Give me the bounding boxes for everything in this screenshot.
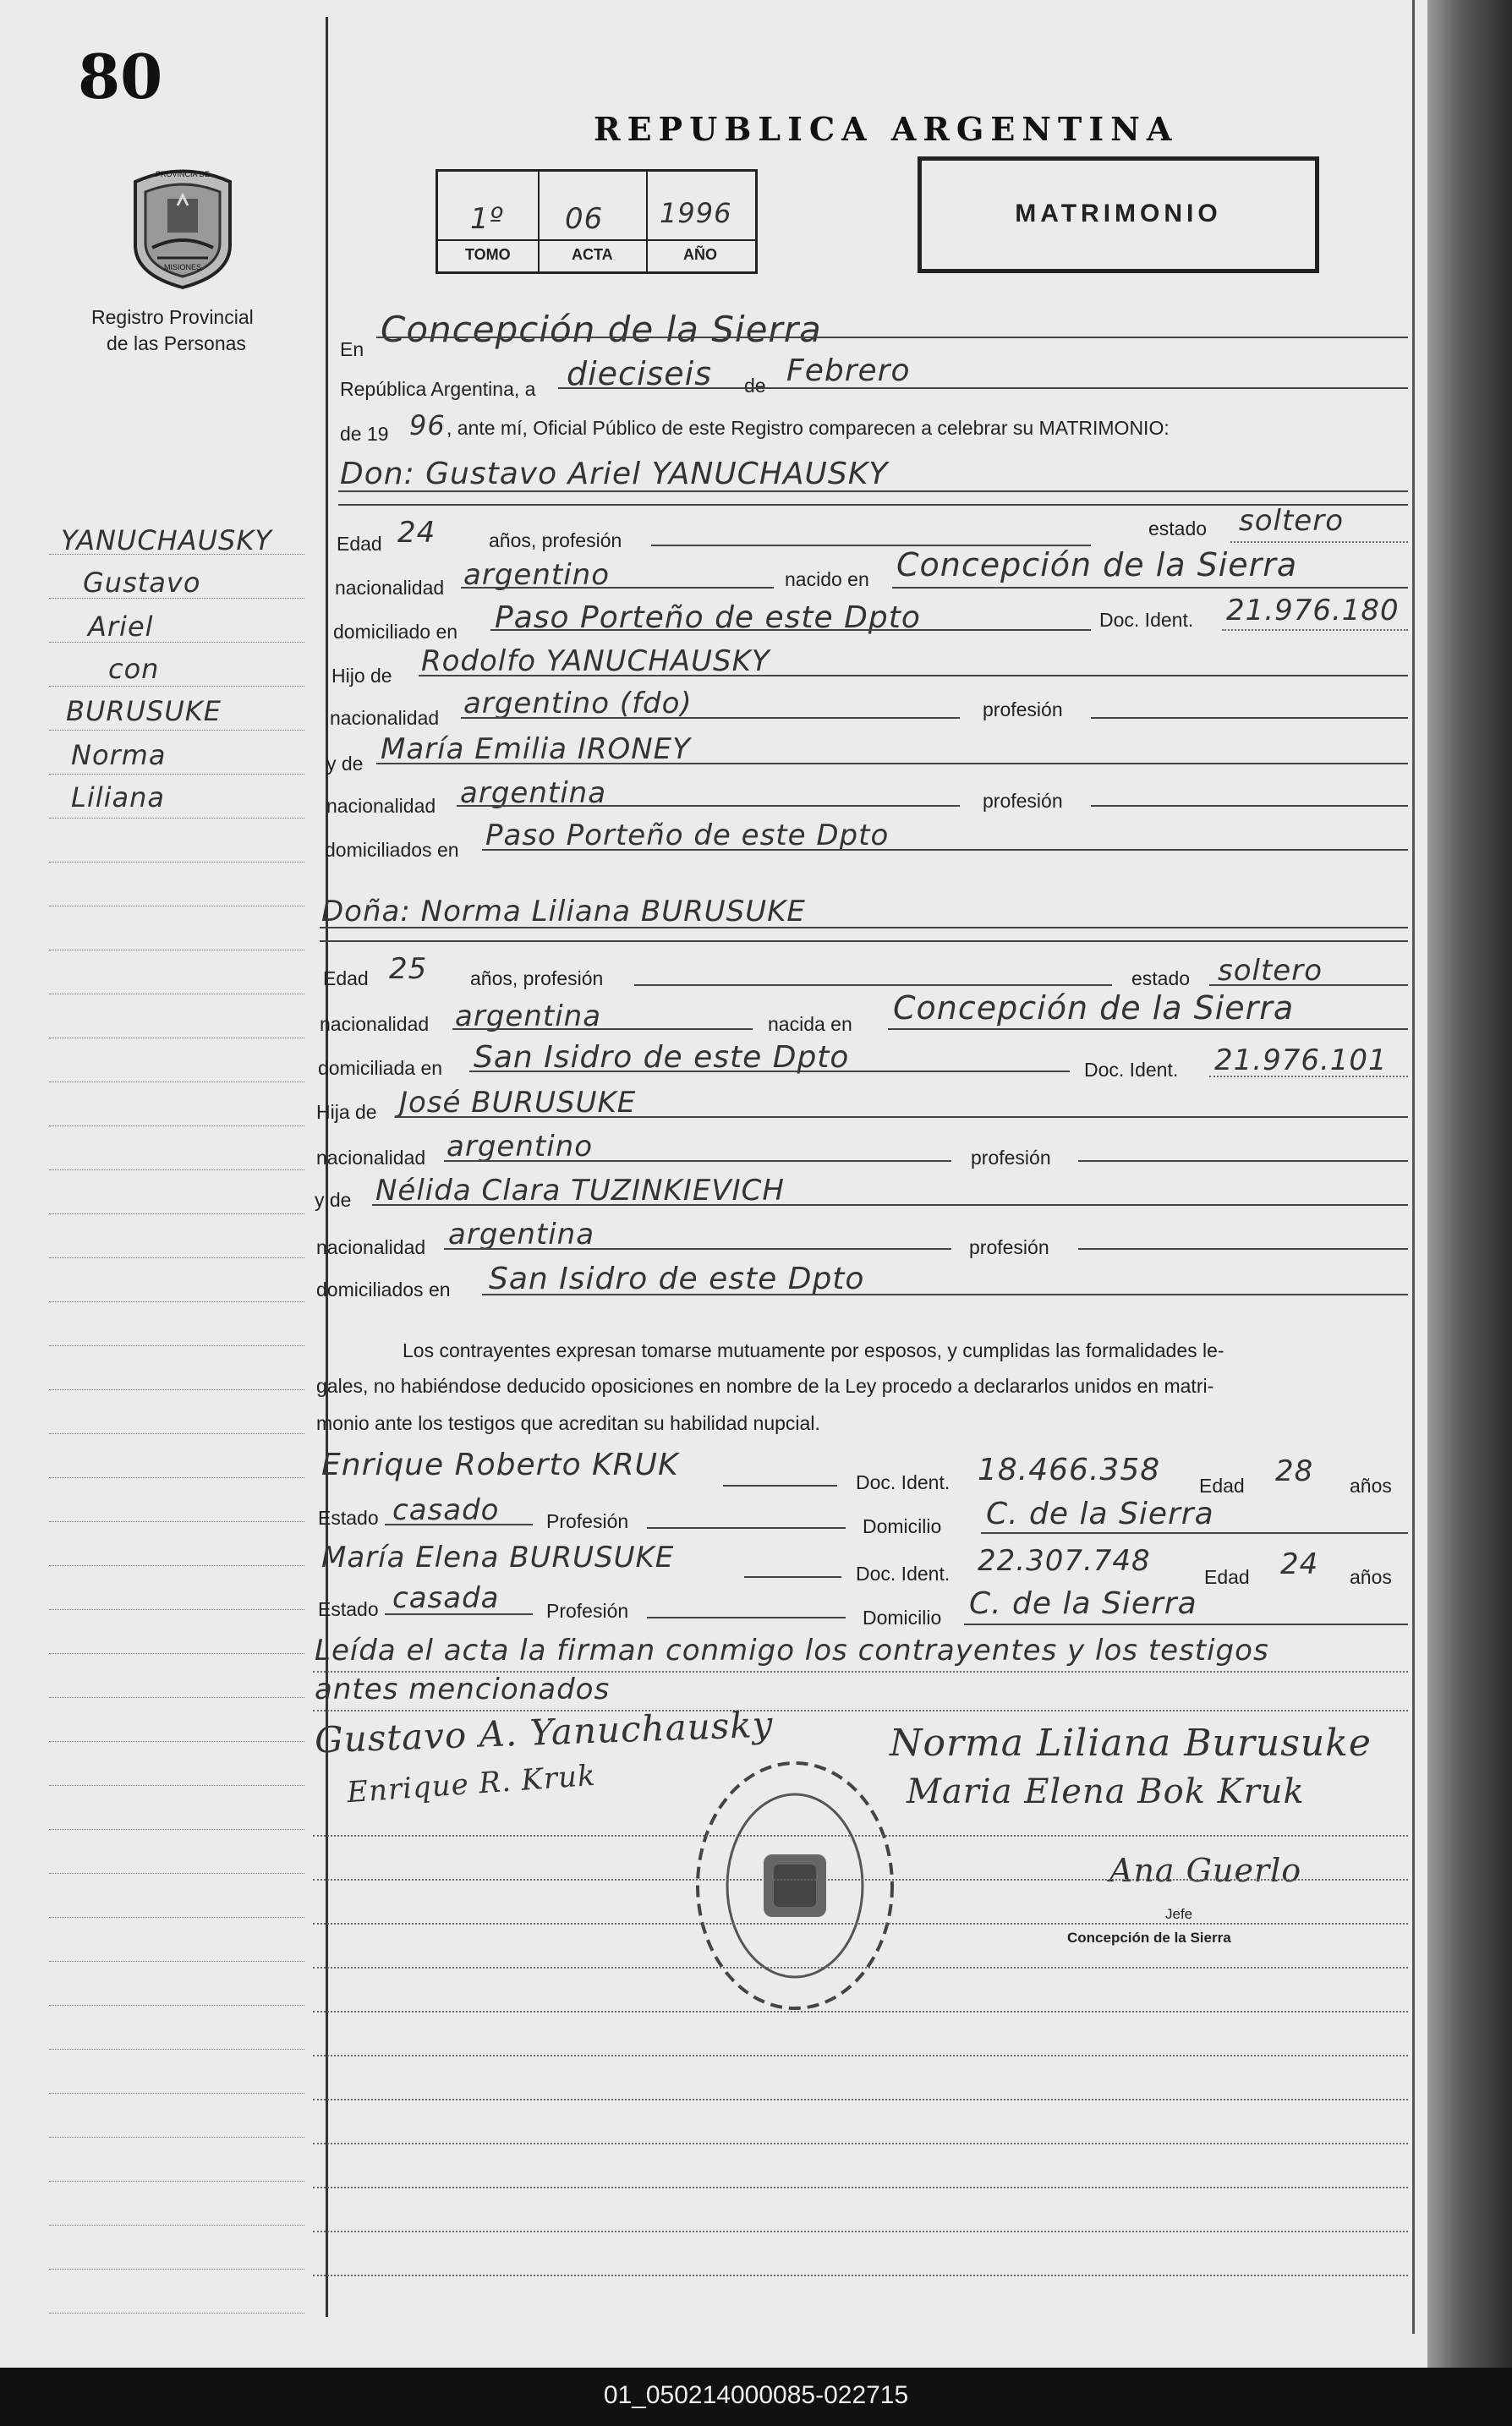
officer-place: Concepción de la Sierra — [1067, 1930, 1231, 1946]
witness2-signature: Maria Elena Bok Kruk — [907, 1772, 1305, 1811]
ano-value: 1996 — [660, 197, 732, 229]
closing-line-2: antes mencionados — [315, 1673, 611, 1706]
margin-note-4: con — [108, 653, 160, 685]
groom-domiciliados-label: domiciliados en — [325, 839, 459, 861]
bride-nacionalidad-label: nacionalidad — [320, 1013, 430, 1035]
body-ruled-line — [313, 2055, 1408, 2056]
margin-ruled-line — [49, 2137, 304, 2138]
officer-signature: Ana Guerlo — [1109, 1852, 1302, 1889]
witness2-name: María Elena BURUSUKE — [321, 1541, 675, 1574]
groom-edad-label: Edad — [337, 533, 382, 555]
bride-madre-nacionalidad-label: nacionalidad — [316, 1236, 426, 1258]
margin-ruled-line — [49, 1873, 304, 1874]
bride-estado-label: estado — [1131, 967, 1191, 989]
declaration-line-1: Los contrayentes expresan tomarse mutuamente por esposos, y cumplidas las formalidades le- — [403, 1339, 1224, 1361]
witness2-edad: 24 — [1280, 1547, 1319, 1581]
adjacent-page-edge — [1427, 0, 1512, 2368]
groom-doc: 21.976.180 — [1226, 594, 1400, 627]
groom-nacido: Concepción de la Sierra — [896, 546, 1298, 583]
witness1-edad: 28 — [1275, 1454, 1314, 1488]
groom-nacido-label: nacido en — [785, 568, 869, 590]
margin-ruled-line — [49, 1697, 304, 1698]
margin-ruled-line — [49, 730, 304, 731]
bride-padre-nacionalidad: argentino — [446, 1130, 593, 1164]
record-number-box — [436, 169, 758, 274]
bride-padre-profesion-label: profesión — [971, 1147, 1051, 1169]
margin-ruled-line — [49, 2005, 304, 2006]
bride-padre-nacionalidad-label: nacionalidad — [316, 1147, 426, 1169]
groom-hijo-label: Hijo de — [331, 665, 392, 687]
bride-domicilio: San Isidro de este Dpto — [474, 1040, 850, 1075]
bride-domiciliados-label: domiciliados en — [316, 1279, 451, 1301]
margin-ruled-line — [49, 2225, 304, 2226]
margin-ruled-line — [49, 642, 304, 643]
body-ruled-line — [313, 2099, 1408, 2100]
witness2-anos-label: años — [1350, 1566, 1392, 1588]
witness1-profesion-label: Profesión — [546, 1510, 629, 1532]
registry-line-2: de las Personas — [107, 332, 246, 354]
margin-ruled-line — [49, 1301, 304, 1302]
year-prefix: de 19 — [340, 423, 389, 445]
country-title: REPUBLICA ARGENTINA — [594, 110, 1179, 148]
margin-ruled-line — [49, 774, 304, 775]
witness1-estado: casado — [392, 1493, 500, 1527]
margin-ruled-line — [49, 2269, 304, 2270]
bride-madre-profesion-label: profesión — [969, 1236, 1049, 1258]
ano-label: AÑO — [683, 246, 717, 263]
closing-line-1: Leída el acta la firman conmigo los contrayentes y los testigos — [315, 1634, 1269, 1668]
body-ruled-line — [313, 2275, 1408, 2276]
margin-ruled-line — [49, 1125, 304, 1126]
groom-madre: María Emilia IRONEY — [381, 732, 691, 766]
tomo-label: TOMO — [465, 246, 511, 263]
margin-note-6: Norma — [71, 739, 167, 771]
witness2-domicilio: C. de la Sierra — [969, 1586, 1197, 1621]
margin-ruled-line — [49, 2313, 304, 2314]
crest-text-bottom: MISIONES — [163, 263, 202, 271]
bride-padres-domicilio: San Isidro de este Dpto — [489, 1262, 865, 1296]
groom-padre-profesion-label: profesión — [983, 698, 1063, 720]
witness1-estado-label: Estado — [318, 1507, 379, 1529]
witness1-domicilio: C. de la Sierra — [986, 1497, 1214, 1531]
witness1-name: Enrique Roberto KRUK — [321, 1448, 679, 1482]
bride-doc-label: Doc. Ident. — [1084, 1059, 1179, 1081]
margin-ruled-line — [49, 1213, 304, 1214]
groom-edad: 24 — [397, 516, 436, 550]
declaration-line-3: monio ante los testigos que acreditan su habilidad nupcial. — [316, 1412, 820, 1434]
page-number: 80 — [78, 41, 163, 112]
bride-name-line: Doña: Norma Liliana BURUSUKE — [321, 895, 806, 928]
witness1-doc-label: Doc. Ident. — [856, 1471, 950, 1493]
witness2-profesion-label: Profesión — [546, 1600, 629, 1622]
bride-domiciliada-label: domiciliada en — [318, 1057, 443, 1079]
groom-domicilio: Paso Porteño de este Dpto — [495, 600, 921, 635]
day-value: dieciseis — [567, 355, 713, 392]
matrimonio-label: MATRIMONIO — [1015, 200, 1222, 227]
bride-edad-label: Edad — [323, 967, 369, 989]
groom-estado: soltero — [1239, 504, 1344, 538]
witness2-edad-label: Edad — [1204, 1566, 1250, 1588]
crest-text-top: PROVINCIA DE — [155, 170, 211, 178]
margin-ruled-line — [49, 1609, 304, 1610]
body-ruled-line — [313, 2143, 1408, 2144]
margin-ruled-line — [49, 1257, 304, 1258]
month-value: Febrero — [786, 353, 911, 388]
witness2-doc: 22.307.748 — [978, 1544, 1151, 1578]
body-ruled-line — [313, 2187, 1408, 2188]
margin-ruled-line — [49, 2093, 304, 2094]
witness2-doc-label: Doc. Ident. — [856, 1563, 950, 1585]
groom-name-line: Don: Gustavo Ariel YANUCHAUSKY — [340, 457, 889, 491]
groom-nacionalidad: argentino — [463, 558, 610, 592]
margin-note-7: Liliana — [71, 781, 165, 813]
footer-code: 01_050214000085-022715 — [603, 2381, 909, 2409]
groom-nacionalidad-label: nacionalidad — [335, 577, 445, 599]
margin-ruled-line — [49, 2049, 304, 2050]
groom-padre: Rodolfo YANUCHAUSKY — [421, 644, 770, 678]
official-seal-icon — [689, 1755, 901, 2017]
margin-ruled-line — [49, 1433, 304, 1434]
groom-padre-nacionalidad-label: nacionalidad — [330, 707, 440, 729]
groom-madre-profesion-label: profesión — [983, 790, 1063, 812]
bride-madre-nacionalidad: argentina — [448, 1218, 595, 1251]
margin-ruled-line — [49, 1345, 304, 1346]
right-edge-rule — [1412, 0, 1415, 2334]
place-value: Concepción de la Sierra — [381, 309, 822, 350]
groom-yde-label: y de — [326, 753, 364, 775]
margin-ruled-line — [49, 598, 304, 599]
margin-ruled-line — [49, 1961, 304, 1962]
body-ruled-line — [313, 2011, 1408, 2013]
officer-title: Jefe — [1165, 1906, 1193, 1922]
margin-ruled-line — [49, 1521, 304, 1522]
groom-signature: Gustavo A. Yanuchausky — [314, 1703, 775, 1761]
bride-madre: Nélida Clara TUZINKIEVICH — [375, 1174, 785, 1208]
matrimonio-box — [918, 156, 1319, 273]
margin-ruled-line — [49, 1785, 304, 1786]
witness1-domicilio-label: Domicilio — [863, 1515, 942, 1537]
body-ruled-line — [313, 1923, 1408, 1925]
margin-ruled-line — [49, 1389, 304, 1390]
intro-statement: , ante mí, Oficial Público de este Registro comparecen a celebrar su MATRIMONIO: — [446, 417, 1170, 439]
footer-bar — [0, 2368, 1512, 2426]
margin-note-1: YANUCHAUSKY — [61, 524, 272, 556]
en-label: En — [340, 338, 364, 360]
margin-ruled-line — [49, 2181, 304, 2182]
witness2-estado: casada — [392, 1581, 500, 1615]
year-suffix: 96 — [409, 409, 446, 441]
margin-note-5: BURUSUKE — [66, 695, 222, 727]
bride-nacionalidad: argentina — [455, 999, 602, 1033]
groom-madre-nacionalidad: argentina — [460, 776, 607, 810]
registry-line-1: Registro Provincial — [91, 306, 254, 328]
groom-padre-nacionalidad: argentino (fdo) — [463, 687, 693, 720]
margin-ruled-line — [49, 1829, 304, 1830]
body-ruled-line — [313, 2231, 1408, 2232]
bride-signature: Norma Liliana Burusuke — [890, 1722, 1372, 1765]
margin-ruled-line — [49, 818, 304, 819]
margin-ruled-line — [49, 1917, 304, 1918]
acta-value: 06 — [565, 202, 604, 236]
witness2-domicilio-label: Domicilio — [863, 1607, 942, 1629]
acta-label: ACTA — [572, 246, 613, 263]
body-ruled-line — [313, 1835, 1408, 1837]
margin-ruled-line — [49, 1565, 304, 1566]
de-label: de — [744, 375, 766, 397]
margin-ruled-line — [49, 1169, 304, 1170]
groom-domiciliado-label: domiciliado en — [333, 621, 458, 643]
witness1-edad-label: Edad — [1199, 1475, 1245, 1497]
bride-padre: José BURUSUKE — [399, 1086, 637, 1120]
bride-anos-label: años, profesión — [470, 967, 604, 989]
margin-note-3: Ariel — [88, 611, 154, 643]
bride-nacida: Concepción de la Sierra — [893, 989, 1295, 1027]
province-crest-icon — [127, 165, 238, 292]
bride-edad: 25 — [389, 952, 428, 986]
body-ruled-line — [313, 1879, 1408, 1881]
witness1-anos-label: años — [1350, 1475, 1392, 1497]
groom-doc-label: Doc. Ident. — [1099, 609, 1194, 631]
bride-doc: 21.976.101 — [1214, 1043, 1388, 1077]
bride-estado: soltero — [1218, 954, 1323, 988]
groom-madre-nacionalidad-label: nacionalidad — [326, 795, 436, 817]
bride-hija-label: Hija de — [316, 1101, 377, 1123]
bride-yde-label: y de — [315, 1189, 352, 1211]
witness2-estado-label: Estado — [318, 1598, 379, 1620]
margin-ruled-line — [49, 862, 304, 863]
groom-estado-label: estado — [1148, 518, 1208, 539]
groom-anos-label: años, profesión — [489, 529, 622, 551]
witness1-signature: Enrique R. Kruk — [345, 1758, 597, 1810]
witness1-doc: 18.466.358 — [978, 1453, 1161, 1487]
declaration-line-2: gales, no habiéndose deducido oposiciones en nombre de la Ley procedo a declararlos unidos en matri- — [316, 1375, 1214, 1397]
margin-ruled-line — [49, 1741, 304, 1742]
margin-ruled-line — [49, 554, 304, 555]
bride-nacida-label: nacida en — [768, 1013, 852, 1035]
margin-ruled-line — [49, 1477, 304, 1478]
margin-note-2: Gustavo — [83, 567, 201, 599]
groom-padres-domicilio: Paso Porteño de este Dpto — [485, 819, 890, 852]
body-ruled-line — [313, 1967, 1408, 1969]
margin-ruled-line — [49, 1653, 304, 1654]
republica-label: República Argentina, a — [340, 378, 536, 400]
margin-ruled-line — [49, 686, 304, 687]
tomo-value: 1º — [470, 202, 504, 236]
